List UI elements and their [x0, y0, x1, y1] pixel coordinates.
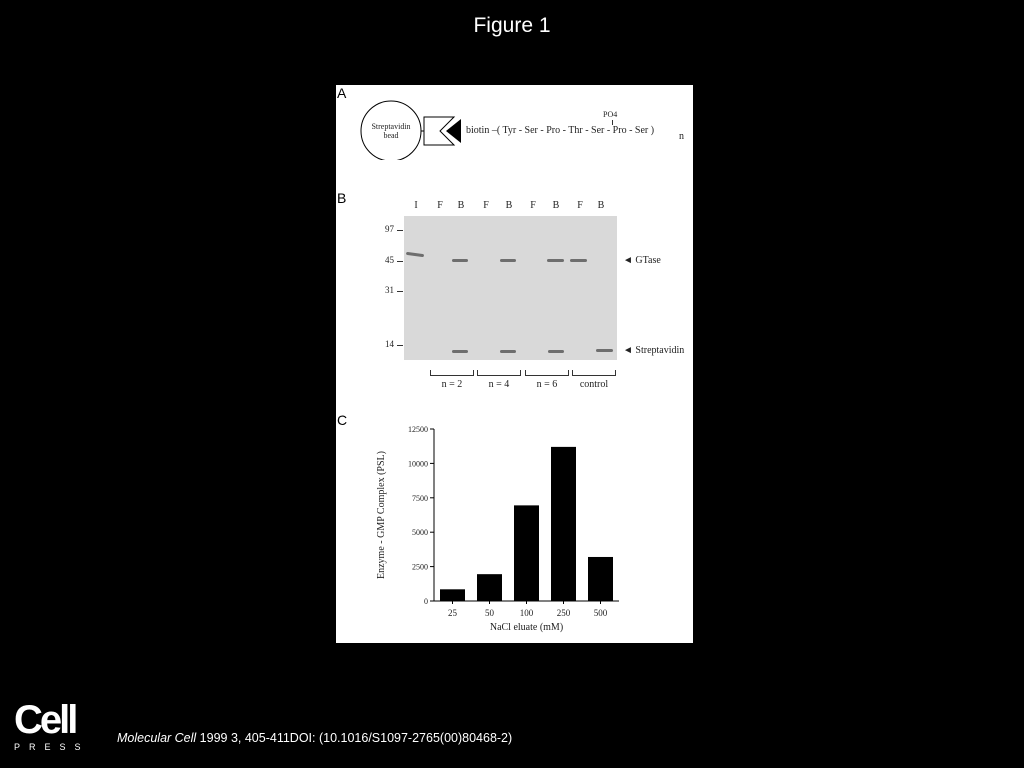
journal-name: Molecular Cell — [117, 731, 197, 745]
logo-cell-text: Cell — [14, 698, 76, 742]
mw-marker: 45 — [385, 255, 394, 265]
peptide-sequence: biotin –( Tyr - Ser - Pro - Thr - Ser - Pro - Ser ) — [466, 125, 655, 136]
y-tick-label: 5000 — [412, 528, 428, 538]
y-tick-label: 7500 — [412, 493, 428, 503]
bar — [477, 574, 502, 601]
x-tick-label: 25 — [448, 608, 457, 618]
mw-tick — [397, 261, 403, 262]
gel-band-gtase — [547, 259, 564, 262]
x-tick-label: 100 — [519, 608, 534, 618]
gel-band-input — [406, 252, 424, 257]
bar-chart — [336, 415, 693, 643]
lane-label: B — [597, 200, 605, 211]
bar — [440, 589, 465, 601]
bar — [588, 557, 613, 601]
bead-label-line2: bead — [383, 131, 399, 140]
panel-b-letter: B — [337, 190, 347, 206]
y-tick-label: 12500 — [408, 425, 428, 434]
mw-tick — [397, 230, 403, 231]
bar — [514, 505, 539, 601]
panel-a-letter: A — [337, 85, 347, 101]
lane-label: B — [457, 200, 465, 211]
phospho-label: PO4 — [603, 110, 618, 119]
gel-band-gtase — [452, 259, 468, 262]
x-tick-label: 500 — [593, 608, 608, 618]
citation — [117, 731, 512, 745]
mw-marker: 31 — [385, 285, 394, 295]
mw-tick — [397, 291, 403, 292]
gel-band-streptavidin — [596, 349, 613, 352]
cell-press-logo — [14, 700, 90, 752]
y-axis-label: Enzyme - GMP Complex (PSL) — [376, 451, 387, 579]
gel-band-gtase — [570, 259, 587, 262]
mw-marker: 97 — [385, 224, 394, 234]
repeat-subscript: n — [679, 131, 684, 142]
lane-label: F — [437, 200, 443, 211]
figure-panel — [336, 85, 693, 643]
lane-label: F — [530, 200, 536, 211]
gel-band-gtase — [500, 259, 516, 262]
x-tick-label: 250 — [556, 608, 571, 618]
lane-label: B — [505, 200, 513, 211]
group-label: n = 4 — [488, 379, 510, 390]
gtase-label: ◄ GTase — [623, 255, 661, 266]
gel-band-streptavidin — [500, 350, 516, 353]
group-bracket — [430, 370, 474, 376]
lane-label: F — [577, 200, 583, 211]
x-axis-label: NaCl eluate (mM) — [489, 622, 564, 633]
gel-band-streptavidin — [548, 350, 564, 353]
y-tick-label: 10000 — [408, 459, 428, 469]
mw-marker: 14 — [385, 339, 394, 349]
lane-label: F — [483, 200, 489, 211]
group-bracket — [525, 370, 569, 376]
group-label: n = 6 — [536, 379, 558, 390]
group-label: n = 2 — [441, 379, 463, 390]
logo-press-text: PRESS — [14, 742, 90, 752]
bead-label-line1: Streptavidin — [371, 122, 411, 131]
y-tick-label: 2500 — [412, 562, 428, 572]
lane-label: B — [552, 200, 560, 211]
mw-tick — [397, 345, 403, 346]
lane-label: I — [414, 200, 418, 211]
streptavidin-label: ◄ Streptavidin — [623, 345, 685, 356]
group-label: control — [579, 379, 609, 390]
gel-band-streptavidin — [452, 350, 468, 353]
gel-image — [404, 216, 617, 360]
y-tick-label: 0 — [424, 597, 428, 606]
x-tick-label: 50 — [485, 608, 494, 618]
bar — [551, 447, 576, 601]
group-bracket — [477, 370, 521, 376]
citation-details: 1999 3, 405-411DOI: (10.1016/S1097-2765(00)80468-2) — [196, 731, 513, 745]
group-bracket — [572, 370, 616, 376]
page-title: Figure 1 — [473, 14, 551, 37]
panel-c-letter: C — [337, 412, 348, 428]
